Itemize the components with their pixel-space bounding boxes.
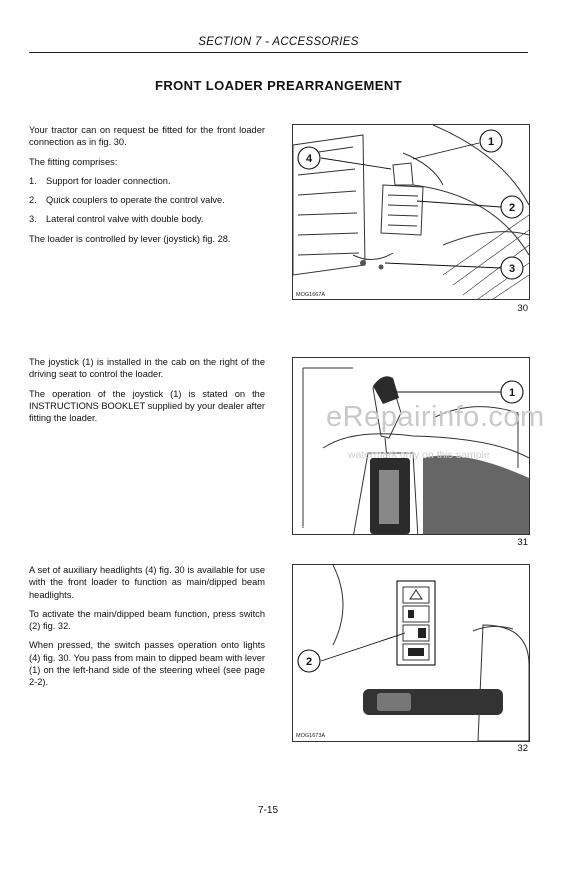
- callout-label: 2: [305, 656, 313, 668]
- watermark-subtext: watermark only on this sample: [348, 449, 490, 461]
- intro-paragraph: Your tractor can on request be fitted for the front loader connection as in fig. 30.: [29, 125, 265, 148]
- figure-code: MOG1672A: [296, 526, 326, 532]
- activate-paragraph: To activate the main/dipped beam function, press switch (2) fig. 32.: [29, 608, 265, 632]
- list-item: [29, 194, 265, 206]
- list-item: [29, 175, 265, 187]
- joystick-paragraph: The joystick (1) is installed in the cab on the right of the driving seat to control the loader.: [29, 357, 265, 380]
- list-number: 1.: [29, 175, 37, 186]
- figure-31: [292, 357, 530, 535]
- list-number: 2.: [29, 195, 37, 206]
- figure-32: [292, 564, 530, 742]
- switch-paragraph: When pressed, the switch passes operation onto lights (4) fig. 30. You pass from main to dipped beam with lever (1) on the left-hand side of the steering wheel (see page 2-2).: [29, 640, 265, 688]
- callout-label: 1: [508, 387, 516, 399]
- operation-paragraph: The operation of the joystick (1) is stated on the INSTRUCTIONS BOOKLET supplied by your dealer after fitting the loader.: [29, 388, 265, 424]
- text-block-2: [29, 356, 265, 431]
- callout-label: 4: [305, 153, 313, 165]
- list-text: Quick couplers to operate the control valve.: [46, 195, 225, 206]
- figure-number: 32: [517, 743, 528, 754]
- watermark-text: eRepairinfo.com: [326, 401, 545, 433]
- callout-label: 2: [508, 202, 516, 214]
- callout-label: 1: [487, 136, 495, 148]
- list-item: [29, 213, 265, 225]
- header-divider: [29, 52, 528, 53]
- page-title: FRONT LOADER PREARRANGEMENT: [155, 78, 402, 93]
- figure-code: MOG1673A: [296, 733, 326, 739]
- list-number: 3.: [29, 214, 37, 225]
- figure-number: 31: [517, 537, 528, 548]
- figure-code: MOG1667A: [296, 292, 326, 298]
- figure-30: [292, 124, 530, 300]
- figure-number: 30: [517, 303, 528, 314]
- headlights-paragraph: A set of auxiliary headlights (4) fig. 30 is available for use with the front loader to function as main/dipped beam headlights.: [29, 565, 265, 600]
- text-block-3: [29, 564, 265, 696]
- section-header: SECTION 7 - ACCESSORIES: [198, 36, 359, 48]
- list-text: Lateral control valve with double body.: [46, 214, 204, 225]
- outro-paragraph: The loader is controlled by lever (joystick) fig. 28.: [29, 233, 231, 244]
- page-number: 7-15: [258, 805, 279, 816]
- list-text: Support for loader connection.: [46, 175, 171, 186]
- text-block-1: [29, 124, 265, 252]
- callout-label: 3: [508, 263, 516, 275]
- fitting-paragraph: The fitting comprises:: [29, 156, 118, 167]
